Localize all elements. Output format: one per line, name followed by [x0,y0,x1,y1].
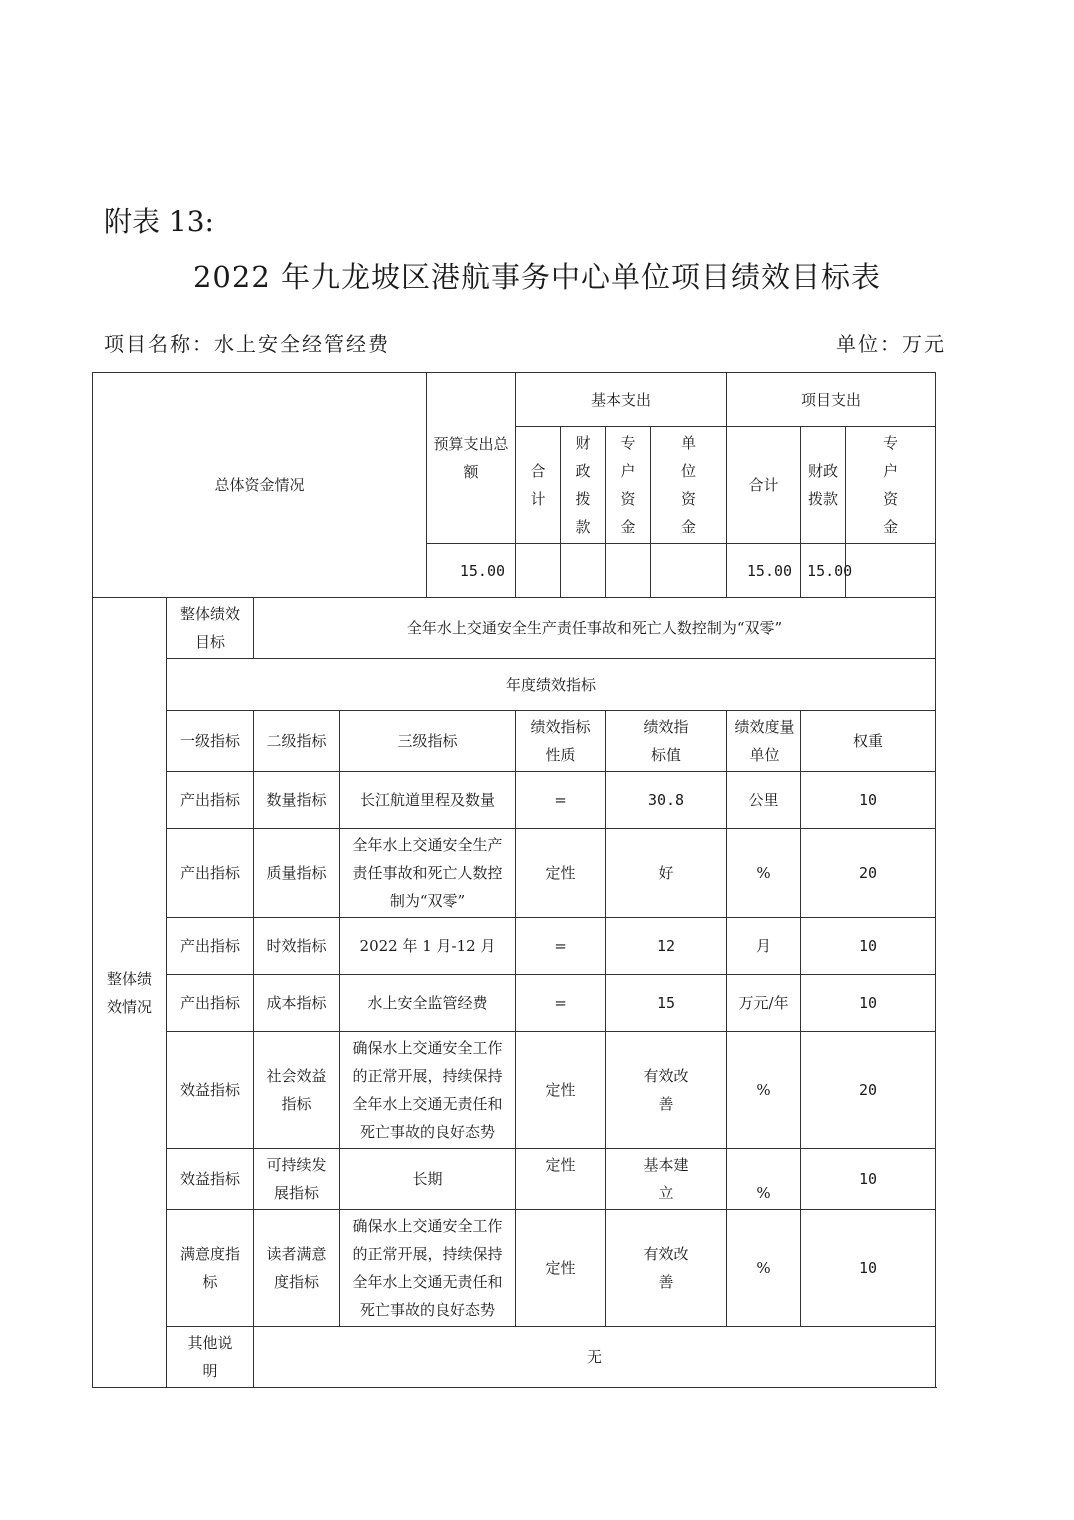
level2-cell: 时效指标 [254,918,340,975]
table-row [93,1210,936,1327]
nature-cell: 定性 [516,1149,606,1210]
other-notes-label [167,1327,254,1388]
performance-table [92,372,936,1388]
value-cell: 15 [606,975,727,1032]
value-cell [606,1149,727,1210]
level2-text: 可持续发展指标 [266,1156,327,1202]
project-total-header: 合计 [727,427,801,544]
weight-cell: 10 [801,1210,936,1327]
overall-goal: 全年水上交通安全生产责任事故和死亡人数控制为“双零” [254,598,936,659]
table-row [93,1032,936,1149]
project-name: 项目名称：水上安全经管经费 [104,332,390,356]
funds-label: 总体资金情况 [93,373,427,598]
nature-cell: 定性 [516,1210,606,1327]
level2-header: 二级指标 [254,711,340,772]
basic-special-header [606,427,651,544]
level2-text: 社会效益指标 [266,1067,327,1113]
level3-header: 三级指标 [340,711,516,772]
level2-cell: 成本指标 [254,975,340,1032]
basic-total-header [516,427,561,544]
unit-cell: % [727,1032,801,1149]
level1-cell: 产出指标 [167,975,254,1032]
v-text: 专户资金 [883,434,899,536]
nature-cell: = [516,975,606,1032]
value-text: 基本建立 [643,1156,689,1202]
level3-cell: 全年水上交通安全生产责任事故和死亡人数控制为“双零” [340,829,516,918]
value-header [606,711,727,772]
other-notes-value: 无 [254,1327,936,1388]
value-cell: 12 [606,918,727,975]
basic-fiscal-value [561,544,606,598]
nature-cell: = [516,918,606,975]
weight-cell: 20 [801,1032,936,1149]
level2-cell: 质量指标 [254,829,340,918]
table-row [93,975,936,1032]
table-row [93,918,936,975]
project-expense-header: 项目支出 [727,373,936,427]
level2-text: 读者满意度指标 [266,1245,327,1291]
basic-unit-value [651,544,727,598]
basic-unit-header [651,427,727,544]
level3-cell: 确保水上交通安全工作的正常开展，持续保持全年水上交通无责任和死亡事故的良好态势 [340,1210,516,1327]
value-cell: 30.8 [606,772,727,829]
unit-cell: % [727,1210,801,1327]
value-cell: 好 [606,829,727,918]
weight-cell: 10 [801,975,936,1032]
level1-cell: 效益指标 [167,1032,254,1149]
other-label-text: 其他说明 [187,1334,233,1380]
unit-header [727,711,801,772]
budget-total-header: 预算支出总额 [427,373,516,544]
weight-cell: 10 [801,918,936,975]
table-row [93,772,936,829]
level3-cell: 确保水上交通安全工作的正常开展，持续保持全年水上交通无责任和死亡事故的良好态势 [340,1032,516,1149]
level3-cell: 2022 年 1 月-12 月 [340,918,516,975]
weight-cell: 10 [801,1149,936,1210]
level2-cell [254,1149,340,1210]
project-special-header [846,427,936,544]
project-fiscal-header: 财政拨款 [801,427,846,544]
table-row [93,1149,936,1210]
value-header-text: 绩效指标值 [643,718,689,764]
unit-label: 单位：万元 [836,332,946,356]
level1-cell: 产出指标 [167,829,254,918]
value-cell [606,1032,727,1149]
value-text: 有效改善 [643,1067,689,1113]
attachment-label: 附表 13: [104,205,214,238]
v-text: 专户资金 [620,434,636,536]
basic-special-value [606,544,651,598]
value-cell [606,1210,727,1327]
level3-cell: 水上安全监管经费 [340,975,516,1032]
unit-cell: 万元/年 [727,975,801,1032]
nature-header [516,711,606,772]
basic-fiscal-header [561,427,606,544]
section-label-text: 整体绩效情况 [107,969,153,1016]
annual-indicators-header: 年度绩效指标 [167,659,936,711]
budget-total-value: 15.00 [427,544,516,598]
level2-cell [254,1210,340,1327]
level1-header: 一级指标 [167,711,254,772]
basic-expense-header: 基本支出 [516,373,727,427]
weight-cell: 10 [801,772,936,829]
level1-cell: 产出指标 [167,918,254,975]
performance-section-label [93,598,167,1388]
unit-header-text: 绩效度量单位 [734,718,795,764]
basic-total-value [516,544,561,598]
project-total-value: 15.00 [727,544,801,598]
level2-cell [254,1032,340,1149]
unit-cell: % [727,1149,801,1210]
level2-cell: 数量指标 [254,772,340,829]
project-fiscal-value: 15.00 [801,544,846,598]
unit-cell: 公里 [727,772,801,829]
unit-cell: % [727,829,801,918]
v-text: 合计 [530,462,546,508]
value-text: 有效改善 [643,1245,689,1291]
nature-cell: = [516,772,606,829]
nature-cell: 定性 [516,829,606,918]
v-text: 财政拨款 [575,434,591,536]
page-title: 2022 年九龙坡区港航事务中心单位项目绩效目标表 [192,260,882,294]
weight-header: 权重 [801,711,936,772]
overall-goal-label: 整体绩效目标 [167,598,254,659]
level1-cell [167,1210,254,1327]
unit-cell: 月 [727,918,801,975]
weight-cell: 20 [801,829,936,918]
level3-cell: 长期 [340,1149,516,1210]
nature-cell: 定性 [516,1032,606,1149]
level1-text: 满意度指标 [179,1245,240,1291]
level1-cell: 效益指标 [167,1149,254,1210]
nature-header-text: 绩效指标性质 [530,718,591,764]
level1-cell: 产出指标 [167,772,254,829]
table-row [93,829,936,918]
project-special-value [846,544,936,598]
level3-cell: 长江航道里程及数量 [340,772,516,829]
v-text: 单位资金 [681,434,697,536]
